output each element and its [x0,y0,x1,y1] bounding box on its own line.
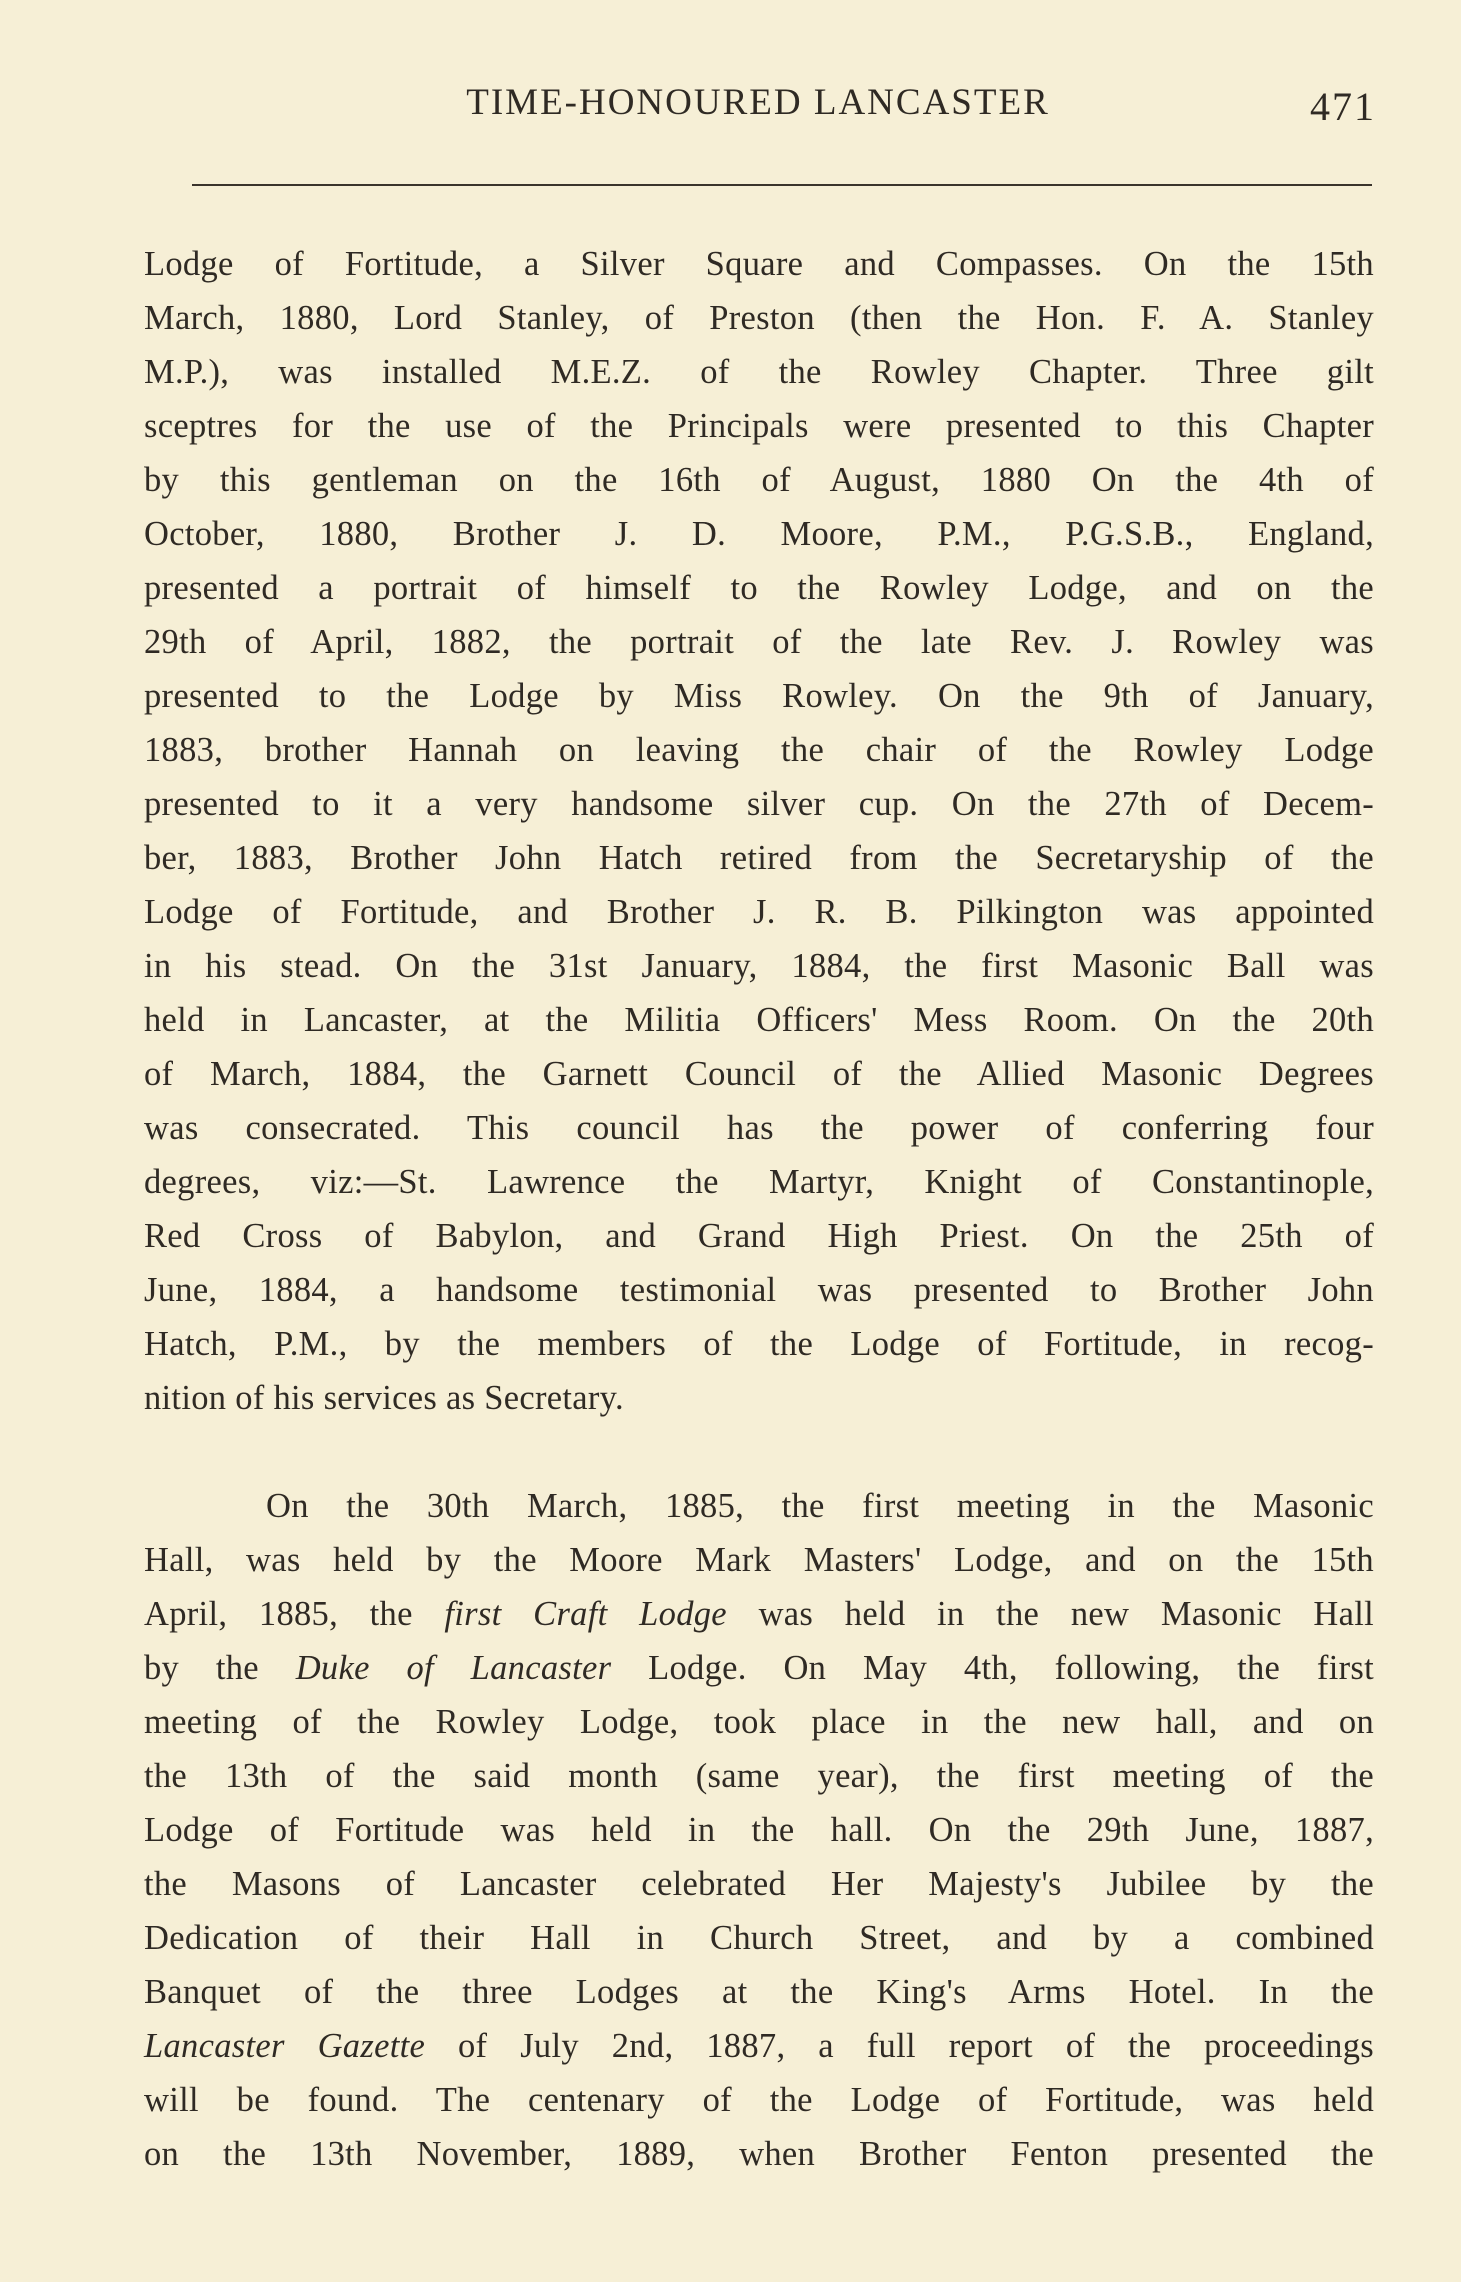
text-line: Dedication of their Hall in Church Street, and by a combined [144,1919,1374,1957]
text-line: sceptres for the use of the Principals were presented to this Chapter [144,407,1374,445]
text-line [144,2019,1374,2073]
text-line: of March, 1884, the Garnett Council of the Allied Masonic Degrees [144,1055,1374,1093]
text-line: Hatch, P.M., by the members of the Lodge of Fortitude, in recog- [144,1325,1374,1363]
text-line: Hall, was held by the Moore Mark Masters' Lodge, and on the 15th [144,1541,1374,1579]
text-line: will be found. The centenary of the Lodge of Fortitude, was held [144,2081,1374,2119]
text-line: Lodge of Fortitude, and Brother J. R. B. Pilkington was appointed [144,893,1374,931]
text-line: June, 1884, a handsome testimonial was presented to Brother John [144,1271,1374,1309]
text-line: On the 30th March, 1885, the first meeting in the Masonic [266,1487,1374,1525]
text-line: the Masons of Lancaster celebrated Her Majesty's Jubilee by the [144,1865,1374,1903]
text-line: the 13th of the said month (same year), the first meeting of the [144,1757,1374,1795]
text-line: held in Lancaster, at the Militia Officers' Mess Room. On the 20th [144,1001,1374,1039]
text-line: on the 13th November, 1889, when Brother Fenton presented the [144,2135,1374,2173]
text-line: presented to the Lodge by Miss Rowley. On the 9th of January, [144,677,1374,715]
text-run: April, 1885, the [144,1595,445,1633]
text-line [144,1641,1374,1695]
text-line: March, 1880, Lord Stanley, of Preston (then the Hon. F. A. Stanley [144,299,1374,337]
paragraph-1 [144,237,1374,1425]
text-line: ber, 1883, Brother John Hatch retired from the Secretaryship of the [144,839,1374,877]
text-line: Lodge of Fortitude was held in the hall. On the 29th June, 1887, [144,1811,1374,1849]
text-line: nition of his services as Secretary. [144,1379,624,1417]
text-line: 1883, brother Hannah on leaving the chair of the Rowley Lodge [144,731,1374,769]
text-line: presented to it a very handsome silver cup. On the 27th of Decem- [144,785,1374,823]
text-line: degrees, viz:—St. Lawrence the Martyr, Knight of Constantinople, [144,1163,1374,1201]
italic-text: Lancaster Gazette [144,2027,426,2065]
text-run: by the [144,1649,296,1687]
text-line: 29th of April, 1882, the portrait of the late Rev. J. Rowley was [144,623,1374,661]
text-line: was consecrated. This council has the power of conferring four [144,1109,1374,1147]
text-line: October, 1880, Brother J. D. Moore, P.M., P.G.S.B., England, [144,515,1374,553]
text-run: was held in the new Masonic Hall [726,1595,1375,1633]
text-line: Lodge of Fortitude, a Silver Square and Compasses. On the 15th [144,245,1374,283]
text-line: in his stead. On the 31st January, 1884, the first Masonic Ball was [144,947,1374,985]
paragraph-2 [144,1479,1374,2181]
text-line: M.P.), was installed M.E.Z. of the Rowley Chapter. Three gilt [144,353,1374,391]
running-title: TIME-HONOURED LANCASTER [466,82,1050,123]
text-line: by this gentleman on the 16th of August, 1880 On the 4th of [144,461,1374,499]
text-line [144,1587,1374,1641]
page-number: 471 [1310,84,1376,129]
italic-text: first Craft Lodge [444,1595,727,1633]
text-run: of July 2nd, 1887, a full report of the proceedings [425,2027,1374,2065]
text-line: meeting of the Rowley Lodge, took place in the new hall, and on [144,1703,1374,1741]
text-line: presented a portrait of himself to the Rowley Lodge, and on the [144,569,1374,607]
running-head [140,78,1376,128]
italic-text: Duke of Lancaster [295,1649,612,1687]
header-rule [192,184,1372,186]
text-line: Red Cross of Babylon, and Grand High Priest. On the 25th of [144,1217,1374,1255]
text-line: Banquet of the three Lodges at the King's Arms Hotel. In the [144,1973,1374,2011]
text-run: Lodge. On May 4th, following, the first [611,1649,1375,1687]
